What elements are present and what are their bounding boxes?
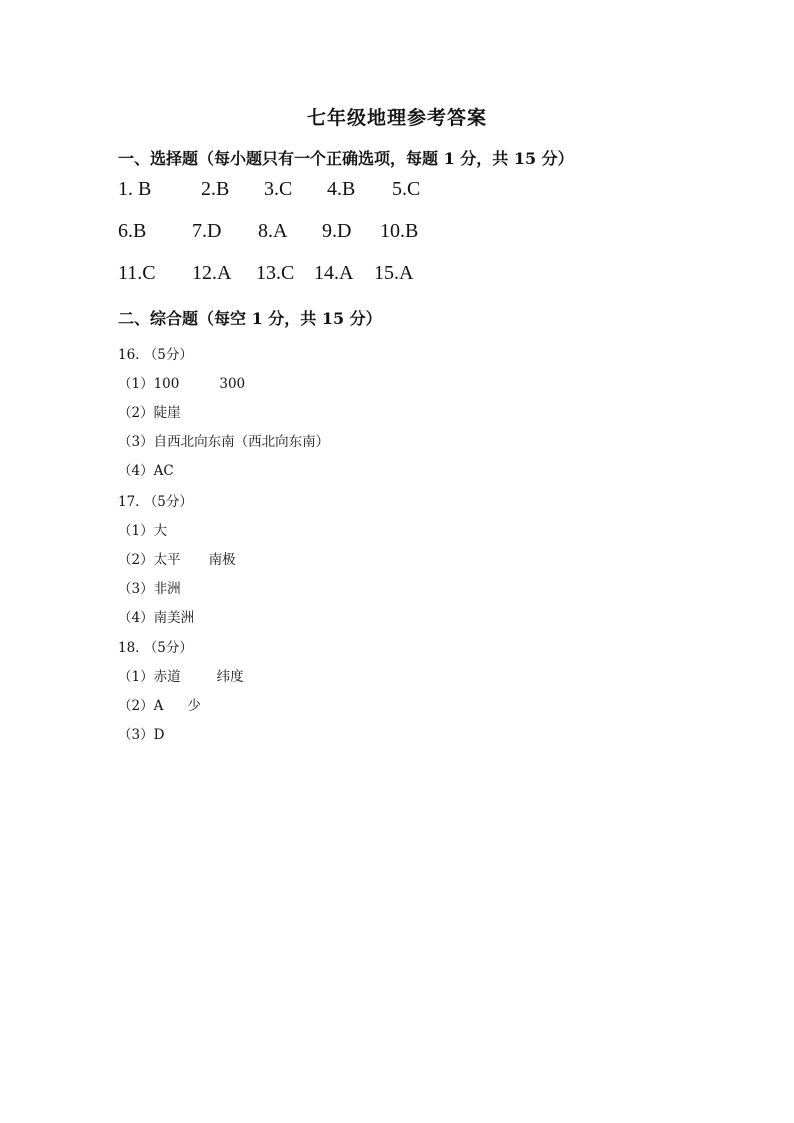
answer-number: （2） xyxy=(118,698,154,714)
q18-answer-3: （3）D xyxy=(118,727,165,743)
answer-value: 300 xyxy=(219,376,246,392)
section1-heading: 一、选择题（每小题只有一个正确选项，每题 1 分，共 15 分） xyxy=(118,149,574,168)
mc-answer: 5.C xyxy=(392,178,421,200)
answer-value: 赤道 xyxy=(153,669,181,685)
mc-answer: 14.A xyxy=(314,262,354,284)
mc-answer: 6.B xyxy=(118,220,147,242)
mc-answer: 13.C xyxy=(256,262,295,284)
mc-answer: 11.C xyxy=(118,262,156,284)
q17-label: 17. （5分） xyxy=(118,494,193,510)
q16-answer-4: （4）AC xyxy=(118,463,174,479)
mc-answer: 1. B xyxy=(118,178,152,200)
mc-answer: 15.A xyxy=(374,262,414,284)
mc-answer: 2.B xyxy=(201,178,230,200)
mc-answer: 10.B xyxy=(380,220,419,242)
answer-value: A xyxy=(153,698,164,714)
q18-label: 18. （5分） xyxy=(118,640,193,656)
answer-value: 100 xyxy=(153,376,180,392)
section2-heading: 二、综合题（每空 1 分，共 15 分） xyxy=(118,309,382,328)
q18-answer-2 xyxy=(118,694,201,714)
answer-value: 南极 xyxy=(208,552,236,568)
q16-answer-3: （3）自西北向东南（西北向东南） xyxy=(118,434,330,450)
answer-value: 少 xyxy=(187,698,201,714)
q17-answer-1: （1）大 xyxy=(118,523,168,539)
q17-answer-2 xyxy=(118,548,236,568)
answer-number: （1） xyxy=(118,376,154,392)
q16-answer-1 xyxy=(118,372,245,392)
mc-answer: 4.B xyxy=(327,178,356,200)
answer-value: 纬度 xyxy=(216,669,244,685)
answer-number: （2） xyxy=(118,552,154,568)
mc-answer: 9.D xyxy=(322,220,352,242)
mc-answer: 3.C xyxy=(264,178,293,200)
answer-value: 太平 xyxy=(153,552,181,568)
mc-answer: 8.A xyxy=(258,220,288,242)
q18-answer-1 xyxy=(118,665,244,685)
mc-answer: 12.A xyxy=(192,262,232,284)
q17-answer-3: （3）非洲 xyxy=(118,581,181,597)
answer-number: （1） xyxy=(118,669,154,685)
q17-answer-4: （4）南美洲 xyxy=(118,610,195,626)
page-title: 七年级地理参考答案 xyxy=(306,107,487,129)
q16-answer-2: （2）陡崖 xyxy=(118,405,181,421)
mc-answer: 7.D xyxy=(192,220,222,242)
q16-label: 16. （5分） xyxy=(118,347,193,363)
